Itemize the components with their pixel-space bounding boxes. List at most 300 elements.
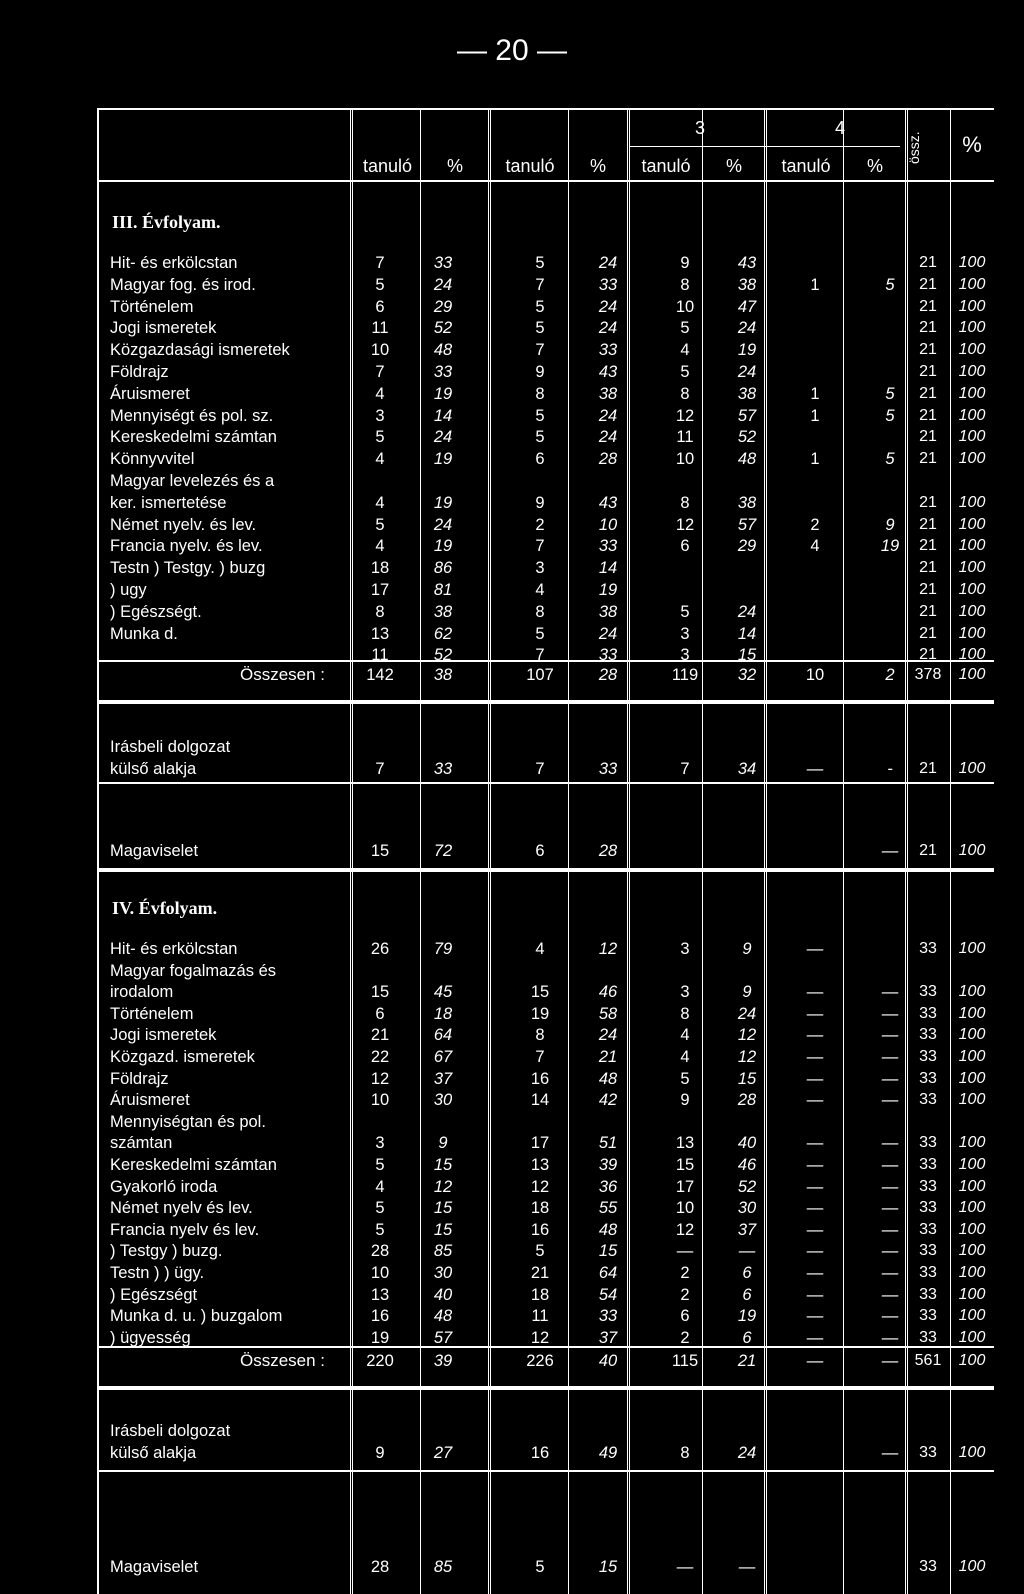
table-cell: 17: [370, 581, 390, 599]
table-row: [0, 1003, 1024, 1025]
table-cell: 6: [375, 1004, 385, 1023]
table-cell: 12: [675, 515, 695, 534]
table-cell: 52: [433, 319, 453, 338]
row-label: Kereskedelmi számtan: [110, 1156, 277, 1174]
row-label: Német nyelv és lev.: [110, 1199, 253, 1218]
table-cell: 4: [810, 537, 820, 556]
col-header-tanulo: tanuló: [505, 156, 555, 176]
table-row: [0, 1111, 1024, 1133]
table-cell: 21: [919, 363, 937, 380]
row-label: Francia nyelv. és lev.: [110, 537, 263, 556]
table-cell: —: [806, 1156, 824, 1174]
table-cell: 21: [919, 602, 937, 620]
table-cell: 7: [535, 341, 545, 360]
table-cell: 13: [675, 1134, 695, 1153]
table-cell: 33: [919, 940, 937, 957]
table-cell: —: [881, 1352, 899, 1370]
table-cell: —: [881, 983, 899, 1002]
col-header-pct: %: [589, 156, 606, 176]
table-cell: 1: [810, 275, 820, 294]
table-cell: 81: [433, 581, 453, 599]
table-cell: 100: [958, 602, 986, 620]
section-rule: [97, 700, 994, 704]
table-cell: 33: [919, 1242, 937, 1260]
table-cell: —: [806, 1264, 824, 1282]
section-rule: [97, 868, 994, 872]
table-row: [0, 426, 1024, 448]
table-cell: 33: [919, 1091, 937, 1109]
table-cell: 6: [535, 450, 545, 469]
table-cell: —: [738, 1558, 756, 1576]
table-cell: 46: [737, 1156, 757, 1174]
table-cell: 7: [680, 760, 690, 778]
table-cell: 33: [919, 1285, 937, 1303]
row-label: Jogi ismeretek: [110, 1026, 217, 1045]
table-cell: 39: [433, 1352, 453, 1370]
table-cell: 16: [530, 1220, 550, 1239]
table-cell: 5: [535, 319, 545, 338]
table-cell: 33: [919, 1307, 937, 1325]
table-cell: 48: [433, 1307, 453, 1326]
table-cell: 7: [375, 760, 385, 778]
table-cell: 18: [370, 559, 390, 578]
row-label: Közgazdasági ismeretek: [110, 341, 290, 360]
table-cell: 38: [737, 384, 757, 403]
table-cell: 33: [919, 1220, 937, 1238]
table-row: [0, 1240, 1024, 1262]
table-cell: 6: [742, 1285, 752, 1304]
table-row: [0, 448, 1024, 470]
table-cell: 9: [535, 493, 545, 512]
table-cell: 3: [680, 940, 690, 958]
table-cell: 33: [598, 760, 618, 778]
total-rule: [97, 660, 994, 662]
table-cell: 45: [433, 983, 453, 1002]
table-cell: 7: [375, 363, 385, 381]
table-row: [0, 1197, 1024, 1219]
table-cell: 67: [433, 1048, 453, 1066]
row-label: Összesen :: [240, 665, 326, 684]
table-cell: 13: [370, 624, 390, 643]
table-cell: 100: [958, 406, 986, 424]
table-cell: 100: [958, 624, 986, 642]
table-cell: 33: [919, 1134, 937, 1152]
table-cell: 54: [598, 1285, 618, 1304]
row-label: Hit- és erkölcstan: [110, 940, 238, 958]
table-cell: 119: [671, 666, 699, 684]
table-cell: 39: [598, 1156, 618, 1174]
table-cell: —: [806, 1177, 824, 1196]
table-cell: —: [806, 1069, 824, 1088]
table-cell: 24: [598, 254, 618, 272]
table-cell: 5: [375, 1220, 385, 1239]
row-label: Magaviselet: [110, 1558, 199, 1576]
row-label: Francia nyelv és lev.: [110, 1220, 260, 1239]
table-cell: 5: [535, 624, 545, 643]
table-cell: 16: [530, 1444, 550, 1462]
table-cell: 100: [958, 983, 986, 1001]
table-cell: 19: [737, 341, 757, 360]
table-cell: 12: [675, 406, 695, 425]
table-cell: 48: [598, 1069, 618, 1088]
table-cell: —: [676, 1558, 694, 1576]
table-cell: 15: [370, 983, 390, 1002]
table-cell: —: [676, 1242, 694, 1261]
table-cell: 100: [958, 1177, 986, 1195]
table-cell: —: [806, 1328, 824, 1347]
table-cell: 100: [958, 1199, 986, 1217]
table-cell: 100: [958, 1285, 986, 1303]
table-cell: 24: [737, 1444, 757, 1462]
table-cell: —: [806, 1091, 824, 1110]
table-cell: 21: [919, 275, 937, 293]
table-cell: —: [806, 760, 824, 778]
table-row: [0, 623, 1024, 645]
table-cell: 15: [530, 983, 550, 1002]
table-cell: 21: [919, 646, 937, 664]
table-cell: 3: [535, 559, 545, 578]
table-cell: 33: [919, 1328, 937, 1346]
table-cell: 100: [958, 1558, 986, 1575]
row-label: Mennyiségtan és pol.: [110, 1112, 266, 1131]
table-cell: —: [881, 1026, 899, 1045]
table-cell: 100: [958, 842, 986, 859]
table-row: [0, 960, 1024, 982]
table-cell: —: [881, 1328, 899, 1347]
table-cell: 15: [737, 1069, 757, 1088]
table-cell: 33: [598, 275, 618, 294]
table-cell: 57: [737, 406, 757, 425]
table-cell: 33: [433, 760, 453, 778]
table-cell: 2: [810, 515, 820, 534]
table-cell: 19: [370, 1328, 390, 1347]
table-cell: 40: [598, 1352, 618, 1370]
table-cell: 4: [375, 1177, 385, 1196]
table-row: [0, 1089, 1024, 1111]
table-cell: 5: [885, 406, 895, 425]
table-cell: 10: [805, 666, 825, 684]
table-cell: 100: [958, 341, 986, 359]
page-number: — 20 —: [456, 34, 568, 67]
table-cell: 19: [433, 493, 453, 512]
table-cell: 21: [919, 428, 937, 446]
table-cell: 19: [433, 537, 453, 556]
table-cell: 43: [598, 493, 618, 512]
table-cell: 52: [737, 428, 757, 447]
table-cell: 15: [370, 842, 390, 860]
table-cell: 8: [680, 493, 690, 512]
table-cell: 21: [919, 450, 937, 468]
table-cell: 142: [366, 666, 394, 684]
table-cell: 11: [371, 319, 389, 338]
table-cell: 21: [598, 1048, 618, 1066]
table-cell: 100: [958, 1134, 986, 1152]
table-cell: —: [881, 1242, 899, 1261]
table-cell: 40: [737, 1134, 757, 1153]
table-cell: 52: [433, 646, 453, 665]
table-cell: 28: [737, 1091, 757, 1110]
table-cell: 57: [737, 515, 757, 534]
table-cell: 29: [737, 537, 757, 556]
table-cell: 12: [530, 1328, 550, 1347]
section-rule: [97, 782, 994, 784]
table-cell: 2: [535, 515, 545, 534]
table-cell: 33: [919, 1026, 937, 1044]
table-cell: 15: [433, 1156, 453, 1174]
table-cell: —: [881, 1091, 899, 1110]
table-cell: —: [806, 1307, 824, 1326]
table-cell: 7: [535, 760, 545, 778]
table-row: [0, 1556, 1024, 1578]
table-cell: 26: [370, 940, 390, 958]
table-cell: 12: [433, 1177, 453, 1196]
table-cell: 24: [598, 297, 618, 316]
table-cell: 12: [598, 940, 618, 958]
table-cell: 40: [433, 1285, 453, 1304]
table-cell: 100: [958, 1264, 986, 1281]
table-cell: —: [881, 1220, 899, 1239]
table-cell: 58: [598, 1004, 618, 1023]
table-cell: 100: [958, 493, 986, 511]
table-cell: 100: [958, 1048, 986, 1065]
table-cell: 100: [958, 254, 986, 271]
row-label: külső alakja: [110, 760, 197, 778]
table-cell: 24: [433, 428, 453, 447]
table-cell: 220: [366, 1352, 394, 1370]
table-cell: —: [881, 1004, 899, 1023]
table-cell: 30: [433, 1264, 453, 1282]
table-cell: 30: [433, 1091, 453, 1110]
table-cell: 24: [598, 319, 618, 338]
table-cell: 5: [375, 1156, 385, 1174]
table-cell: 107: [526, 666, 554, 684]
table-cell: —: [806, 1048, 824, 1066]
table-cell: 85: [433, 1242, 453, 1261]
table-cell: 36: [598, 1177, 618, 1196]
table-cell: 72: [433, 842, 453, 860]
row-label: ) ugy: [110, 581, 147, 599]
table-cell: 15: [433, 1220, 453, 1239]
table-cell: 100: [958, 646, 986, 664]
section-rule: [97, 1386, 994, 1390]
table-row: [0, 470, 1024, 492]
table-row: [0, 1132, 1024, 1154]
row-label: Irásbeli dolgozat: [110, 1422, 231, 1440]
table-row: [0, 840, 1024, 862]
table-cell: 4: [680, 1026, 690, 1045]
table-cell: 24: [737, 319, 757, 338]
table-cell: 33: [433, 363, 453, 381]
table-cell: 10: [675, 450, 695, 469]
col-header-pct: %: [725, 156, 742, 176]
table-cell: 22: [370, 1048, 390, 1066]
table-top-border: [97, 108, 994, 110]
row-label: Jogi ismeretek: [110, 319, 217, 338]
table-cell: 19: [880, 537, 900, 556]
table-cell: —: [881, 1264, 899, 1282]
table-cell: 10: [370, 341, 390, 360]
table-cell: 4: [375, 493, 385, 512]
table-cell: 24: [598, 428, 618, 447]
table-cell: 37: [433, 1069, 453, 1088]
section-title-iv: IV. Évfolyam.: [112, 898, 218, 918]
table-cell: —: [806, 1220, 824, 1239]
table-cell: 33: [919, 1199, 937, 1217]
table-row: [0, 492, 1024, 514]
table-cell: 16: [370, 1307, 390, 1326]
table-row: [0, 1262, 1024, 1284]
table-cell: 15: [598, 1242, 618, 1261]
table-cell: 8: [535, 1026, 545, 1045]
table-cell: 4: [375, 450, 385, 469]
table-cell: 15: [598, 1558, 618, 1576]
table-cell: 9: [885, 515, 895, 534]
table-cell: 5: [535, 428, 545, 447]
table-cell: 5: [680, 319, 690, 338]
row-label: Irásbeli dolgozat: [110, 738, 231, 756]
table-cell: 5: [375, 1199, 385, 1218]
table-cell: 100: [958, 1242, 986, 1260]
row-label: Történelem: [110, 1004, 194, 1023]
table-cell: 10: [675, 1199, 695, 1218]
table-cell: 6: [375, 297, 385, 316]
table-row: [0, 252, 1024, 274]
table-cell: 9: [535, 363, 545, 381]
table-cell: 27: [433, 1444, 453, 1462]
total-rule: [97, 1346, 994, 1348]
row-label: ) Egészségt: [110, 1285, 198, 1304]
table-cell: 24: [737, 1004, 757, 1023]
row-label: Magyar fog. és irod.: [110, 275, 256, 294]
table-cell: 21: [919, 537, 937, 555]
table-cell: 49: [598, 1444, 618, 1462]
table-cell: —: [806, 1199, 824, 1218]
table-cell: —: [806, 1026, 824, 1045]
table-cell: —: [806, 1242, 824, 1261]
table-cell: 100: [958, 1069, 986, 1087]
table-cell: 24: [433, 515, 453, 534]
group-underline: [630, 146, 900, 147]
table-cell: 6: [742, 1264, 752, 1282]
table-cell: 38: [433, 602, 453, 621]
table-cell: 8: [680, 1004, 690, 1023]
table-cell: 12: [370, 1069, 390, 1088]
table-cell: 37: [737, 1220, 757, 1239]
table-cell: 19: [433, 450, 453, 469]
table-cell: 100: [958, 319, 986, 337]
table-cell: 6: [680, 537, 690, 556]
table-row: [0, 1350, 1024, 1372]
table-cell: 561: [914, 1352, 942, 1369]
table-cell: 38: [598, 602, 618, 621]
table-cell: 33: [598, 341, 618, 360]
table-cell: 37: [598, 1328, 618, 1347]
table-cell: 100: [958, 428, 986, 446]
table-cell: 33: [919, 1444, 937, 1461]
col-header-ossz: össz.: [906, 131, 922, 165]
table-cell: 9: [680, 254, 690, 272]
col-header-pct-total: %: [962, 132, 982, 157]
table-cell: 21: [919, 297, 937, 315]
section-rule: [97, 1470, 994, 1472]
table-cell: 21: [919, 406, 937, 424]
table-cell: 15: [433, 1199, 453, 1218]
header-rule: [97, 180, 994, 182]
table-cell: 100: [958, 1004, 986, 1022]
table-cell: 21: [370, 1026, 390, 1045]
table-row: [0, 981, 1024, 1003]
table-cell: —: [806, 983, 824, 1002]
table-row: [0, 339, 1024, 361]
table-cell: 4: [375, 537, 385, 556]
row-label: Áruismeret: [110, 1091, 190, 1110]
table-cell: 21: [919, 515, 937, 533]
table-cell: —: [806, 940, 824, 958]
table-cell: 21: [919, 624, 937, 642]
table-cell: —: [738, 1242, 756, 1261]
row-label: Közgazd. ismeretek: [110, 1048, 255, 1066]
group-header-4: 4: [834, 118, 845, 138]
table-cell: 21: [919, 341, 937, 359]
row-label: Munka d.: [110, 624, 178, 643]
table-cell: 378: [914, 666, 942, 683]
table-cell: 5: [885, 450, 895, 469]
table-cell: 28: [370, 1558, 390, 1576]
table-cell: 38: [737, 275, 757, 294]
table-cell: 4: [680, 1048, 690, 1066]
table-cell: 6: [535, 842, 545, 860]
table-cell: 9: [680, 1091, 690, 1110]
table-cell: 24: [598, 1026, 618, 1045]
table-row: [0, 1176, 1024, 1198]
table-row: [0, 557, 1024, 579]
table-cell: 5: [375, 515, 385, 534]
table-cell: 3: [680, 646, 690, 665]
row-label: ) ügyesség: [110, 1328, 191, 1347]
col-header-tanulo: tanuló: [781, 156, 831, 176]
table-cell: 2: [680, 1328, 690, 1347]
table-cell: 5: [680, 1069, 690, 1088]
table-cell: —: [806, 1004, 824, 1023]
row-label: Könnyvvitel: [110, 450, 195, 469]
table-cell: 18: [530, 1285, 550, 1304]
table-cell: 16: [530, 1069, 550, 1088]
row-label: Hit- és erkölcstan: [110, 254, 238, 272]
row-label: Magyar fogalmazás és: [110, 961, 276, 980]
table-cell: 19: [530, 1004, 550, 1023]
table-cell: 48: [433, 341, 453, 360]
table-cell: 9: [438, 1134, 448, 1153]
table-cell: 9: [375, 1444, 385, 1462]
table-cell: 100: [958, 363, 986, 380]
table-cell: 12: [530, 1177, 550, 1196]
table-cell: 64: [433, 1026, 453, 1045]
table-cell: 10: [370, 1091, 390, 1110]
table-cell: —: [881, 1444, 899, 1462]
table-cell: 51: [598, 1134, 618, 1153]
table-cell: 4: [375, 384, 385, 403]
table-cell: 9: [742, 940, 752, 958]
row-label: külső alakja: [110, 1444, 197, 1462]
table-cell: -: [887, 760, 893, 778]
row-label: ker. ismertetése: [110, 493, 227, 512]
row-label: Földrajz: [110, 1069, 169, 1088]
table-row: [0, 361, 1024, 383]
table-cell: 8: [680, 384, 690, 403]
table-cell: —: [806, 1285, 824, 1304]
table-cell: 5: [375, 275, 385, 294]
table-cell: 28: [598, 450, 618, 469]
